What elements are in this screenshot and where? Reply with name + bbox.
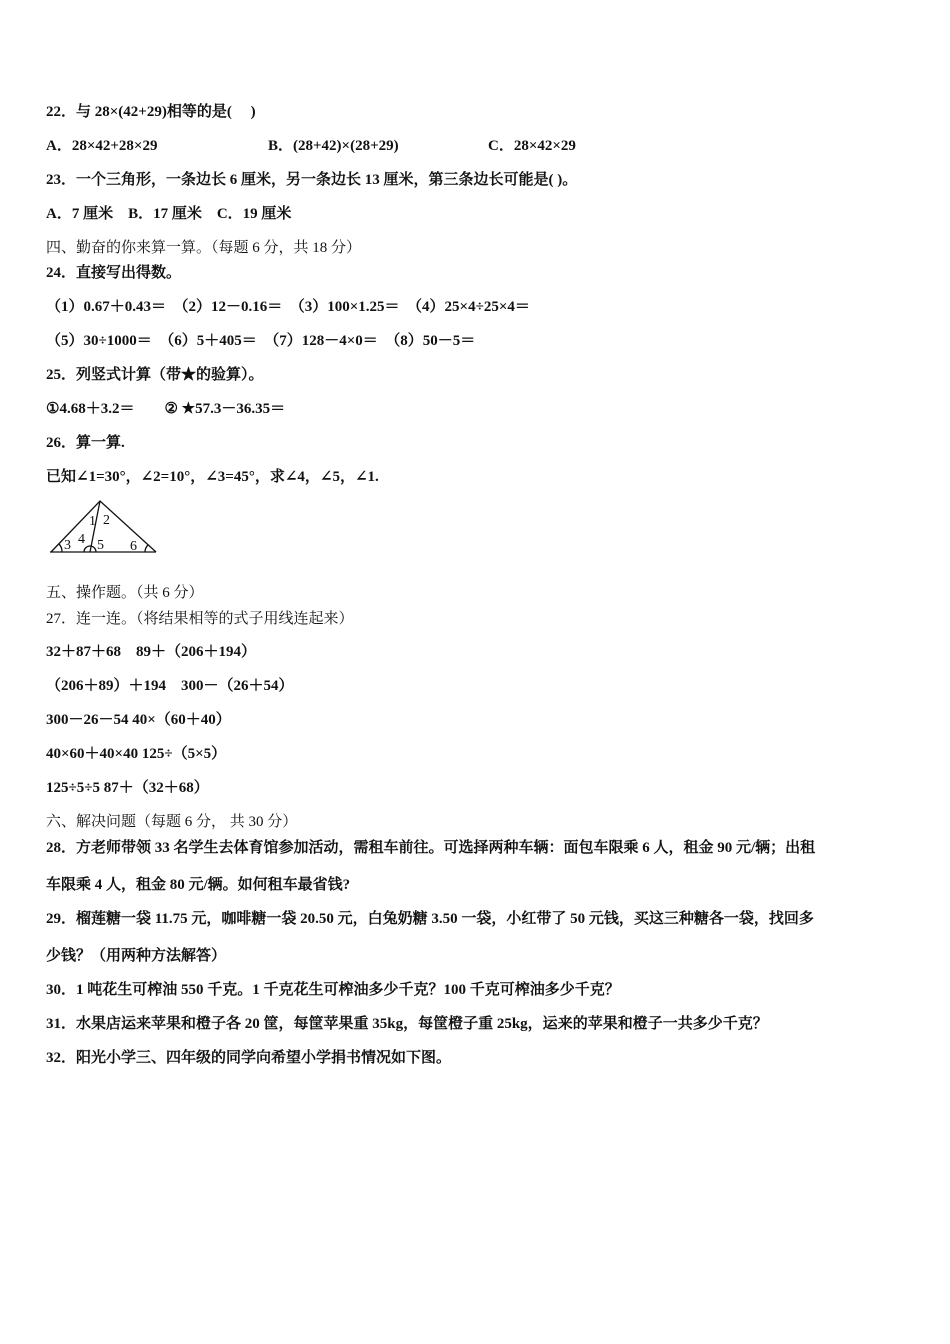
q28-line-1: 28．方老师带领 33 名学生去体育馆参加活动，需租车前往。可选择两种车辆：面包车限乘 6 人，租金 90 元/辆；出租	[46, 840, 816, 856]
q26-given: 已知∠1=30°，∠2=10°，∠3=45°，求∠4，∠5，∠1.	[46, 469, 379, 485]
q27-row-1: 32＋87＋68 89＋（206＋194）	[46, 644, 257, 660]
q24-stem: 24．直接写出得数。	[46, 265, 182, 281]
q29-line-2: 少钱？（用两种方法解答）	[46, 948, 227, 964]
q27-stem: 27．连一连。（将结果相等的式子用线连起来）	[46, 611, 354, 627]
q22-option-c: C．28×42×29	[488, 138, 576, 154]
angle-label-6: 6	[130, 539, 137, 554]
q25-row: ①4.68＋3.2＝ ② ★57.3－36.35＝	[46, 401, 286, 417]
question-32: 32．阳光小学三、四年级的同学向希望小学捐书情况如下图。	[46, 1050, 452, 1066]
q27-row-4: 40×60＋40×40 125÷（5×5）	[46, 746, 227, 762]
q25-stem: 25．列竖式计算（带★的验算）。	[46, 367, 264, 383]
q23-options: A．7 厘米 B．17 厘米 C．19 厘米	[46, 206, 292, 222]
q27-row-2: （206＋89）＋194 300－（26＋54）	[46, 678, 294, 694]
angle-label-1: 1	[89, 514, 96, 529]
angle-label-2: 2	[103, 513, 110, 528]
section-5-heading: 五、操作题。（共 6 分）	[46, 585, 204, 601]
section-4-heading: 四、勤奋的你来算一算。（每题 6 分，共 18 分）	[46, 240, 362, 256]
q27-row-5: 125÷5÷5 87＋（32＋68）	[46, 780, 209, 796]
q27-row-3: 300－26－54 40×（60＋40）	[46, 712, 231, 728]
q22-option-b: B．(28+42)×(28+29)	[268, 138, 399, 154]
q23-stem: 23．一个三角形，一条边长 6 厘米，另一条边长 13 厘米，第三条边长可能是( )。	[46, 172, 578, 188]
q22-stem: 22．与 28×(42+29)相等的是( )	[46, 104, 256, 120]
section-6-heading: 六、解决问题（每题 6 分， 共 30 分）	[46, 814, 298, 830]
question-31: 31．水果店运来苹果和橙子各 20 筐，每筐苹果重 35kg，每筐橙子重 25kg，运来的苹果和橙子一共多少千克？	[46, 1016, 768, 1032]
triangle-figure	[48, 498, 160, 556]
q29-line-1: 29．榴莲糖一袋 11.75 元，咖啡糖一袋 20.50 元，白兔奶糖 3.50 一袋，小红带了 50 元钱，买这三种糖各一袋，找回多	[46, 911, 814, 927]
angle-label-3: 3	[64, 538, 71, 553]
question-30: 30．1 吨花生可榨油 550 千克。1 千克花生可榨油多少千克？100 千克可榨油多少千克？	[46, 982, 620, 998]
angle-arc-3	[59, 544, 62, 552]
q22-option-a: A．28×42+28×29	[46, 138, 158, 154]
angle-arc-6	[145, 545, 148, 552]
q26-stem: 26．算一算.	[46, 435, 125, 451]
angle-label-5: 5	[97, 538, 104, 553]
q24-row-2: （5）30÷1000＝ （6）5＋405＝ （7）128－4×0＝ （8）50－5＝	[46, 333, 476, 349]
angle-label-4: 4	[78, 532, 85, 547]
q28-line-2: 车限乘 4 人，租金 80 元/辆。如何租车最省钱?	[46, 877, 351, 893]
q24-row-1: （1）0.67＋0.43＝ （2）12－0.16＝ （3）100×1.25＝ （4）25×4÷25×4＝	[46, 299, 530, 315]
